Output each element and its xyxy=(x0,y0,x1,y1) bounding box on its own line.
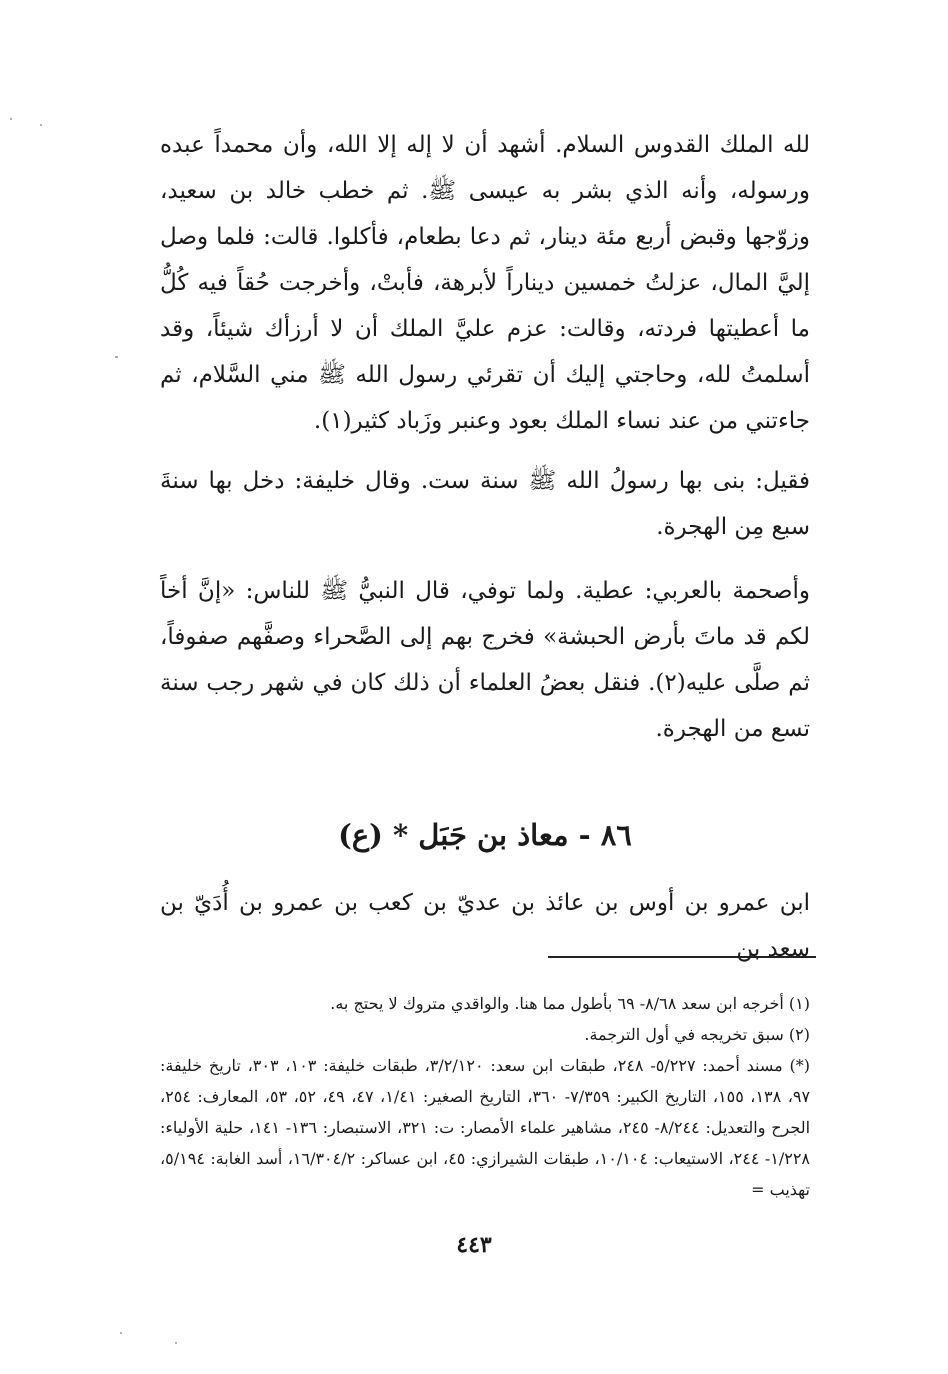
footnote-source-list: (*) مسند أحمد: ٥/٢٢٧- ٢٤٨، طبقات ابن سعد: ٣/٢/١٢٠، طبقات خليفة: ١٠٣، ٣٠٣، تاريخ خليفة: ٩٧، ١٣٨، ١٥٥، التاريخ الكبير: ٧/٣٥٩- ٣٦٠، التاريخ الصغير: ١/٤١، ٤٧، ٤٩، ٥٢، ٥٣، المعارف: ٢٥٤، الجرح والتعديل: ٨/٢٤٤- ٢٤٥، مشاهير علماء الأمصار: ت: ٣٢١، الاستبصار: ١٣٦- ١٤١، حلية الأولياء: ١/٢٢٨- ٢٤٤، الاستيعاب: ١٠/١٠٤، طبقات الشيرازي: ٤٥، ابن عساكر: ١٦/٣٠٤/٢، أسد الغابة: ٥/١٩٤، تهذيب = xyxy=(160,1056,811,1199)
paragraph-1: لله الملك القدوس السلام. أشهد أن لا إله إلا الله، وأن محمداً عبده ورسوله، وأنه الذي بشر به عيسى ﷺ. ثم خطب خالد بن سعيد، وزوّجها وقبض أربع مئة دينار، ثم دعا بطعام، فأكلوا. قالت: فلما وصل إليَّ المال، عزلتُ خمسين ديناراً لأبرهة، فأبتْ، وأخرجت حُقاً فيه كُلُّ ما أعطيتها فردته، وقالت: عزم عليَّ الملك أن لا أرزأك شيئاً، وقد أسلمتُ لله، وحاجتي إليك أن تقرئي رسول الله ﷺ مني السَّلام، ثم جاءتني من عند نساء الملك بعود وعنبر وزَباد كثير(١). xyxy=(160,132,810,434)
footnote-separator xyxy=(548,956,816,958)
page-number: ٤٤٣ xyxy=(456,1232,492,1258)
section-heading: ٨٦ - معاذ بن جَبَل * (ع) xyxy=(338,818,632,852)
scan-speck xyxy=(40,124,42,126)
paragraph-3: وأصحمة بالعربي: عطية. ولما توفي، قال النبيُّ ﷺ للناس: «إنَّ أخاً لكم قد ماتَ بأرض الحبشة» فخرج بهم إلى الصَّحراء وصفَّهم صفوفاً، ثم صلَّى عليه(٢). فنقل بعضُ العلماء أن ذلك كان في شهر رجب سنة تسع من الهجرة. xyxy=(160,578,810,742)
footnote-1: (١) أخرجه ابن سعد ٨/٦٨- ٦٩ بأطول مما هنا. والواقدي متروك لا يحتج به. xyxy=(330,994,810,1013)
biography-opening-line: ابن عمرو بن أوس بن عائذ بن عديّ بن كعب بن عمرو بن أُدَيّ بن سعد بن xyxy=(160,890,810,962)
scan-speck xyxy=(120,1332,122,1334)
scan-speck xyxy=(10,118,12,120)
footnote-2: (٢) سبق تخريجه في أول الترجمة. xyxy=(584,1025,810,1044)
main-text xyxy=(160,122,810,770)
footnotes xyxy=(160,988,810,1205)
scan-speck xyxy=(175,1342,177,1344)
paragraph-2: فقيل: بنى بها رسولُ الله ﷺ سنة ست. وقال خليفة: دخل بها سنةَ سبع مِن الهجرة. xyxy=(160,468,810,540)
scan-speck xyxy=(115,356,118,358)
